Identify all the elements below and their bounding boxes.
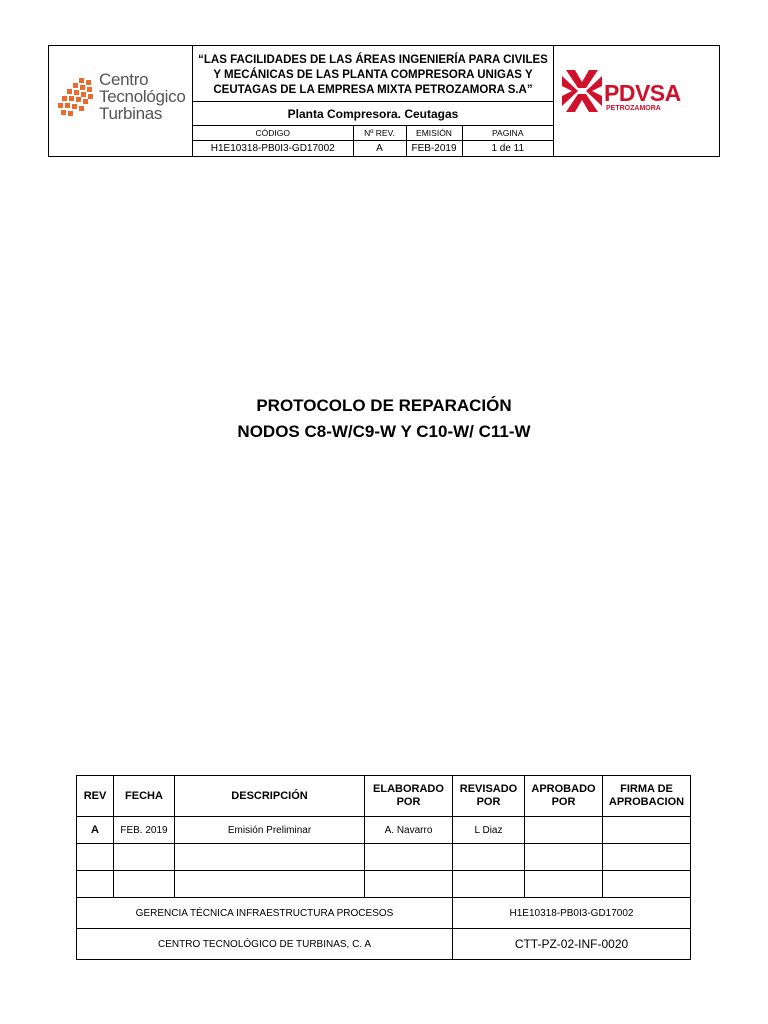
table-cell <box>453 844 525 871</box>
table-cell <box>77 871 114 898</box>
table-cell <box>77 844 114 871</box>
pdvsa-logo-text: PDVSA <box>604 80 681 106</box>
ctt-logo-line: Tecnológico <box>99 87 186 106</box>
footer-row <box>77 898 691 929</box>
code-value: H1E10318-PB0I3-GD17002 <box>193 141 353 157</box>
emission-col-header: EMISIÓN <box>406 126 462 141</box>
table-cell <box>114 871 175 898</box>
rev-col-header: Nº REV. <box>353 126 406 141</box>
table-row <box>77 871 691 898</box>
ctt-logo-line: Centro <box>99 70 149 89</box>
table-cell: A <box>77 817 114 844</box>
department-name: GERENCIA TÉCNICA INFRAESTRUCTURA PROCESOS <box>77 898 453 929</box>
table-cell <box>175 844 365 871</box>
table-cell: L Diaz <box>453 817 525 844</box>
table-row <box>77 817 691 844</box>
document-header <box>48 45 720 157</box>
approval-signature-header: FIRMA DE APROBACION <box>603 776 691 817</box>
document-title-line1: PROTOCOLO DE REPARACIÓN <box>256 396 512 415</box>
code-col-header: CÓDIGO <box>193 126 353 141</box>
footer-document-code: H1E10318-PB0I3-GD17002 <box>453 898 691 929</box>
description-header: DESCRIPCIÓN <box>175 776 365 817</box>
table-cell <box>603 844 691 871</box>
petrozamora-logo-text: PETROZAMORA <box>606 105 661 112</box>
table-cell <box>453 871 525 898</box>
pdvsa-sun-icon <box>562 68 602 114</box>
page-value: 1 de 11 <box>491 143 525 154</box>
table-cell <box>525 871 603 898</box>
project-title: “LAS FACILIDADES DE LAS ÁREAS INGENIERÍA PARA CIVILES Y MECÁNICAS DE LAS PLANTA COMPRESORA UNIGAS Y CEUTAGAS DE LA EMPRESA MIXTA PETROZAMORA S.A” <box>193 46 553 102</box>
document-title-line2: NODOS C8-W/C9-W Y C10-W/ C11-W <box>237 422 531 441</box>
table-cell: A. Navarro <box>365 817 453 844</box>
code-table <box>193 126 553 156</box>
rev-header: REV <box>77 776 114 817</box>
ctt-globe-icon <box>55 74 99 118</box>
prepared-by-header: ELABORADO POR <box>365 776 453 817</box>
header-center <box>193 46 553 156</box>
footer-row <box>77 929 691 960</box>
date-header: FECHA <box>114 776 175 817</box>
approved-by-header: APROBADO POR <box>525 776 603 817</box>
company-name: CENTRO TECNOLÓGICO DE TURBINAS, C. A <box>77 929 453 960</box>
footer-report-code: CTT-PZ-02-INF-0020 <box>453 929 691 960</box>
table-cell <box>603 871 691 898</box>
table-cell <box>175 871 365 898</box>
reviewed-by-header: REVISADO POR <box>453 776 525 817</box>
table-cell <box>603 817 691 844</box>
plant-name: Planta Compresora. Ceutagas <box>193 102 553 126</box>
page-col-header: PAGINA <box>462 126 553 141</box>
ctt-logo-text <box>99 71 185 122</box>
ctt-logo <box>49 46 193 156</box>
emission-value: FEB-2019 <box>406 141 462 157</box>
revision-table <box>76 775 691 960</box>
table-row <box>77 844 691 871</box>
table-cell: FEB. 2019 <box>114 817 175 844</box>
table-cell <box>365 871 453 898</box>
pdvsa-logo <box>553 46 719 156</box>
table-cell <box>525 844 603 871</box>
table-cell: Emisión Preliminar <box>175 817 365 844</box>
rev-value: A <box>353 141 406 157</box>
table-cell <box>114 844 175 871</box>
table-cell <box>525 817 603 844</box>
table-cell <box>365 844 453 871</box>
ctt-logo-line: Turbinas <box>99 104 163 123</box>
